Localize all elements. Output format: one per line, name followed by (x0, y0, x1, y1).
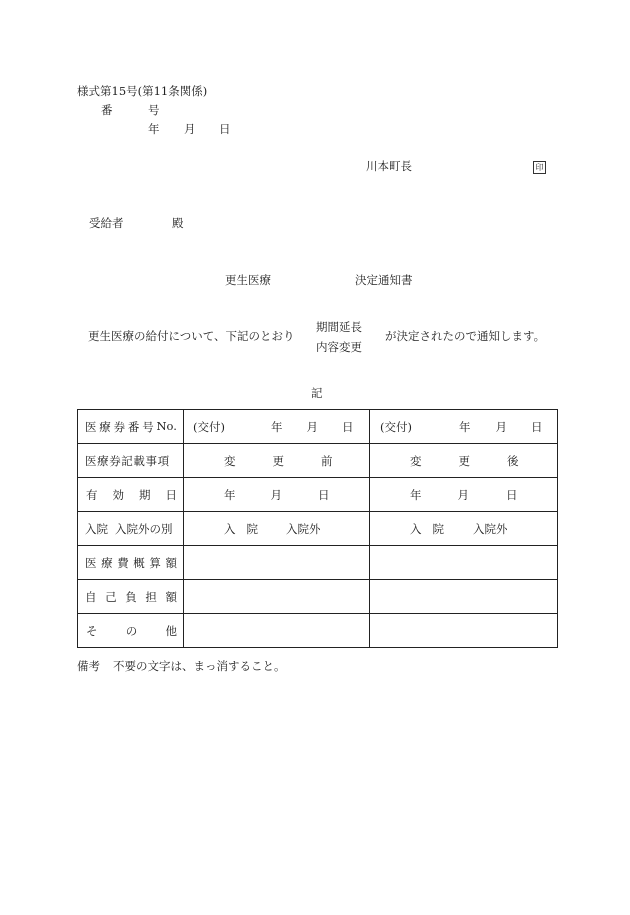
ki-mark: 記 (311, 386, 323, 400)
date-month: 月 (184, 122, 196, 136)
document-title-left: 更生医療 (225, 273, 271, 287)
other-left[interactable] (184, 614, 370, 648)
valid-date-left: 年 月 日 (184, 478, 370, 512)
date-year: 年 (148, 122, 160, 136)
issue-date-right: (交付) 年 月 日 (370, 410, 558, 444)
estimated-cost-right[interactable] (370, 546, 558, 580)
after-change: 変 更 後 (370, 444, 558, 478)
form-number: 様式第15号(第11条関係) (77, 84, 208, 98)
row-label: 医 療 券 番 号 No. (78, 410, 184, 444)
valid-date-right: 年 月 日 (370, 478, 558, 512)
self-burden-right[interactable] (370, 580, 558, 614)
details-table (77, 409, 558, 648)
issue-date-left: (交付) 年 月 日 (184, 410, 370, 444)
table-row-inpatient (78, 512, 558, 546)
note-label: 備考 (77, 659, 100, 673)
table-row-ticket-items (78, 444, 558, 478)
self-burden-left[interactable] (184, 580, 370, 614)
recipient-label: 受給者 (89, 216, 124, 230)
date-day: 日 (219, 122, 231, 136)
before-change: 変 更 前 (184, 444, 370, 478)
document-title-right: 決定通知書 (355, 273, 413, 287)
seal-mark: 印 (533, 161, 546, 174)
note-text: 不要の文字は、まっ消すること。 (113, 659, 286, 673)
issue-number-ban: 番 (101, 103, 113, 117)
table-row-ticket-number (78, 410, 558, 444)
body-prefix: 更生医療の給付について、下記のとおり (88, 329, 295, 343)
table-row-self-burden (78, 580, 558, 614)
table-row-other (78, 614, 558, 648)
other-right[interactable] (370, 614, 558, 648)
body-option-change: 内容変更 (316, 340, 362, 354)
row-label: 有 効 期 日 (78, 478, 184, 512)
recipient-honorific: 殿 (172, 216, 184, 230)
issue-number-go: 号 (148, 103, 160, 117)
inpatient-right: 入 院 入院外 (370, 512, 558, 546)
table-row-estimated-cost (78, 546, 558, 580)
issuer-title: 川本町長 (366, 159, 412, 173)
inpatient-left: 入 院 入院外 (184, 512, 370, 546)
row-label: 医療券記載事項 (78, 444, 184, 478)
body-suffix: が決定されたので通知します。 (385, 329, 546, 343)
row-label: 入院 入院外の別 (78, 512, 184, 546)
table-row-valid-date (78, 478, 558, 512)
estimated-cost-left[interactable] (184, 546, 370, 580)
row-label: 医 療 費 概 算 額 (78, 546, 184, 580)
row-label: 自 己 負 担 額 (78, 580, 184, 614)
row-label: そ の 他 (78, 614, 184, 648)
body-option-extension: 期間延長 (316, 320, 362, 334)
